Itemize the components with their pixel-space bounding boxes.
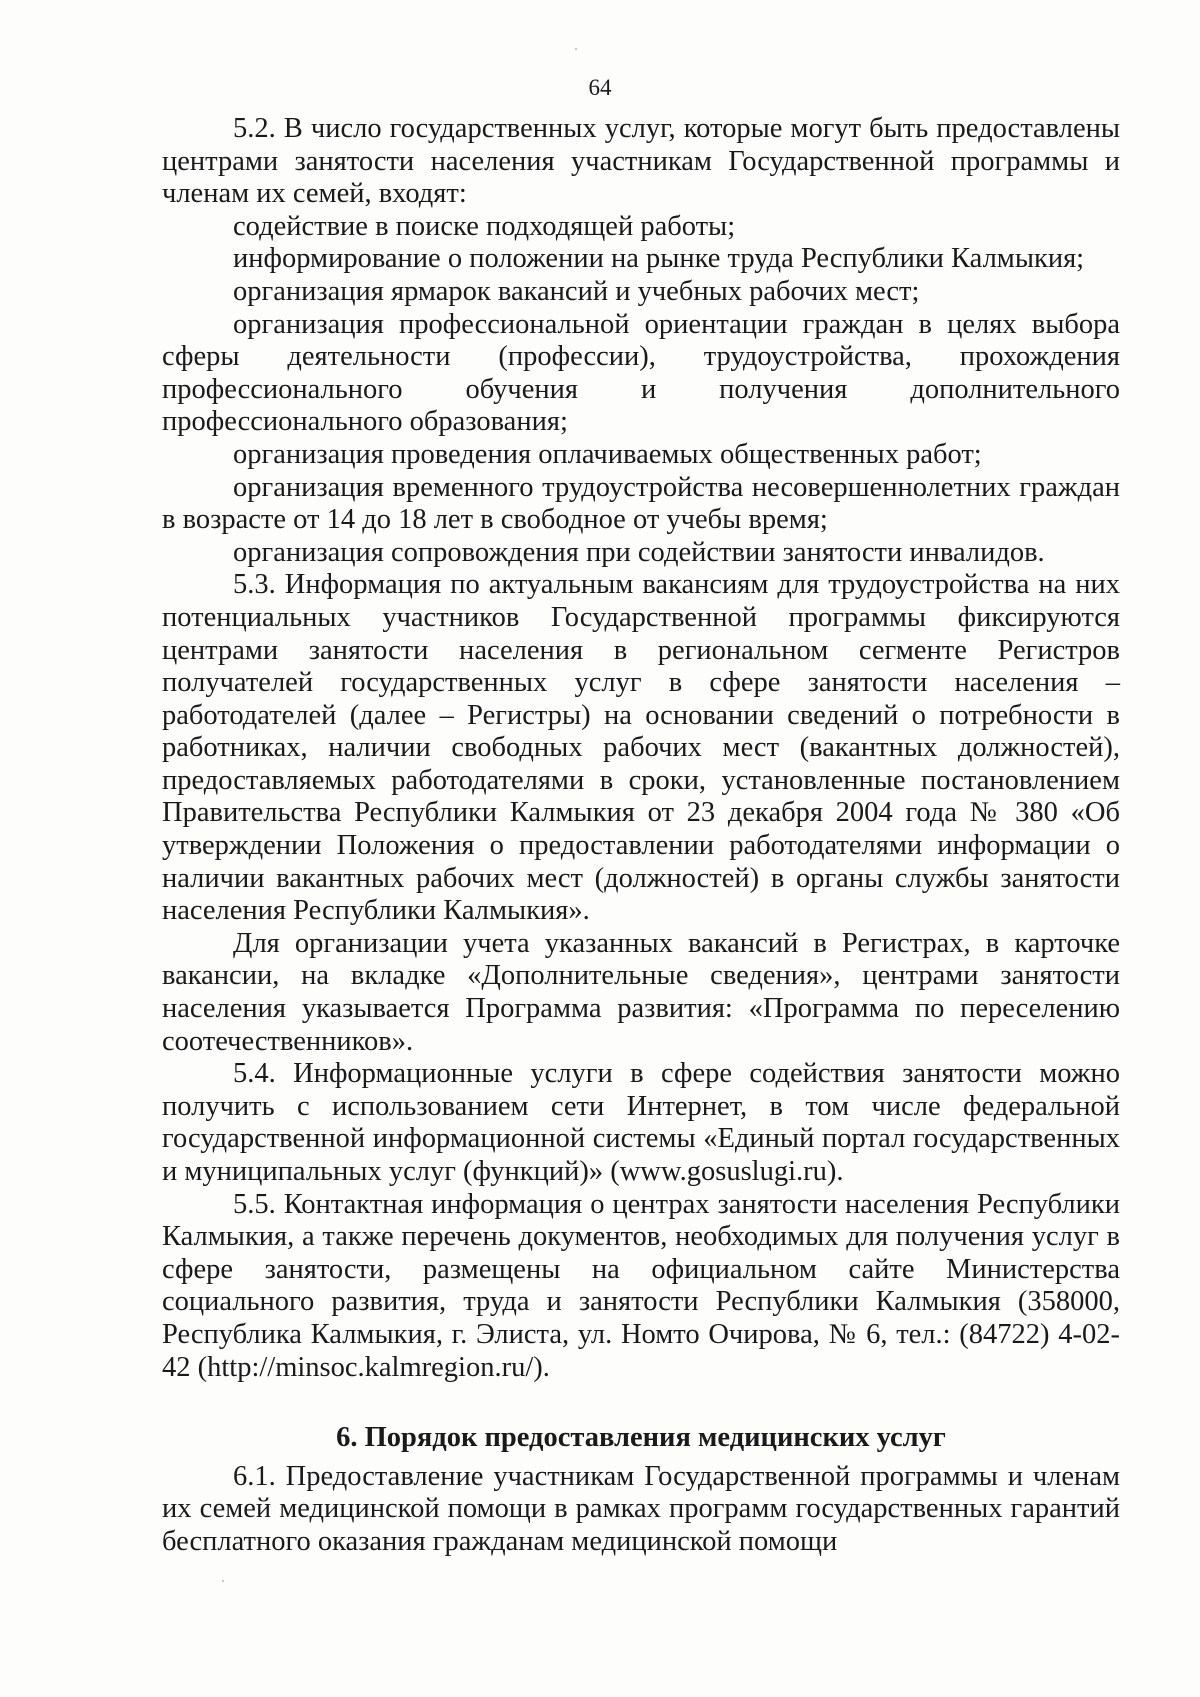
- page-number: 64: [588, 75, 612, 100]
- paragraph-5-3: 5.3. Информация по актуальным вакансиям для трудоустройства на них потенциальных участников Государственной программы фиксируются центрами занятости населения в региональном сегменте Регистров получателей государственных услуг в сфере занятости населения – работодателей (далее – Регистры) на основании сведений о потребности в работниках, наличии свободных рабочих мест (вакантных должностей), предоставляемых работодателями в сроки, установленные постановлением Правительства Республики Калмыкия от 23 декабря 2004 года № 380 «Об утверждении Положения о предоставлении работодателями информации о наличии вакантных рабочих мест (должностей) в органы службы занятости населения Республики Калмыкия».: [162, 569, 1120, 927]
- section-gap: [162, 1384, 1120, 1422]
- paragraph-6-1: 6.1. Предоставление участникам Государственной программы и членам их семей медицинской помощи в рамках программ государственных гарантий бесплатного оказания гражданам медицинской помощи: [162, 1460, 1120, 1557]
- list-item: организация сопровождения при содействии занятости инвалидов.: [233, 536, 1045, 568]
- scan-speck: [222, 1580, 224, 1582]
- paragraph-5-2: 5.2. В число государственных услуг, которые могут быть предоставлены центрами занятости населения участникам Государственной программы и членам их семей, входят:: [162, 113, 1120, 210]
- list-item: организация проведения оплачиваемых общественных работ;: [233, 438, 982, 470]
- document-body: [162, 113, 1120, 1559]
- list-item: организация временного трудоустройства несовершеннолетних граждан в возрасте от 14 до 18 лет в свободное от учебы время;: [162, 471, 1120, 536]
- paragraph-5-4: 5.4. Информационные услуги в сфере содействия занятости можно получить с использованием сети Интернет, в том числе федеральной государственной информационной системы «Единый портал государственных и муниципальных услуг (функций)» (www.gosuslugi.ru).: [162, 1058, 1120, 1187]
- list-item: организация ярмарок вакансий и учебных рабочих мест;: [233, 275, 920, 307]
- section-6-heading: 6. Порядок предоставления медицинских услуг: [336, 1422, 946, 1454]
- list-item: содействие в поиске подходящей работы;: [233, 210, 736, 242]
- scan-speck: [575, 48, 577, 50]
- list-item: информирование о положении на рынке труда Республики Калмыкия;: [233, 243, 1085, 275]
- paragraph-5-5: 5.5. Контактная информация о центрах занятости населения Республики Калмыкия, а также перечень документов, необходимых для получения услуг в сфере занятости, размещены на официальном сайте Министерства социального развития, труда и занятости Республики Калмыкия (358000, Республика Калмыкия, г. Элиста, ул. Номто Очирова, № 6, тел.: (84722) 4-02-42 (http://minsoc.kalmregion.ru/).: [162, 1188, 1120, 1383]
- paragraph-5-3-continued: Для организации учета указанных вакансий в Регистрах, в карточке вакансии, на вкладке «Дополнительные сведения», центрами занятости населения указывается Программа развития: «Программа по переселению соотечественников».: [162, 927, 1120, 1057]
- list-item: организация профессиональной ориентации граждан в целях выбора сферы деятельности (профессии), трудоустройства, прохождения профессионального обучения и получения дополнительного профессионального образования;: [162, 308, 1120, 438]
